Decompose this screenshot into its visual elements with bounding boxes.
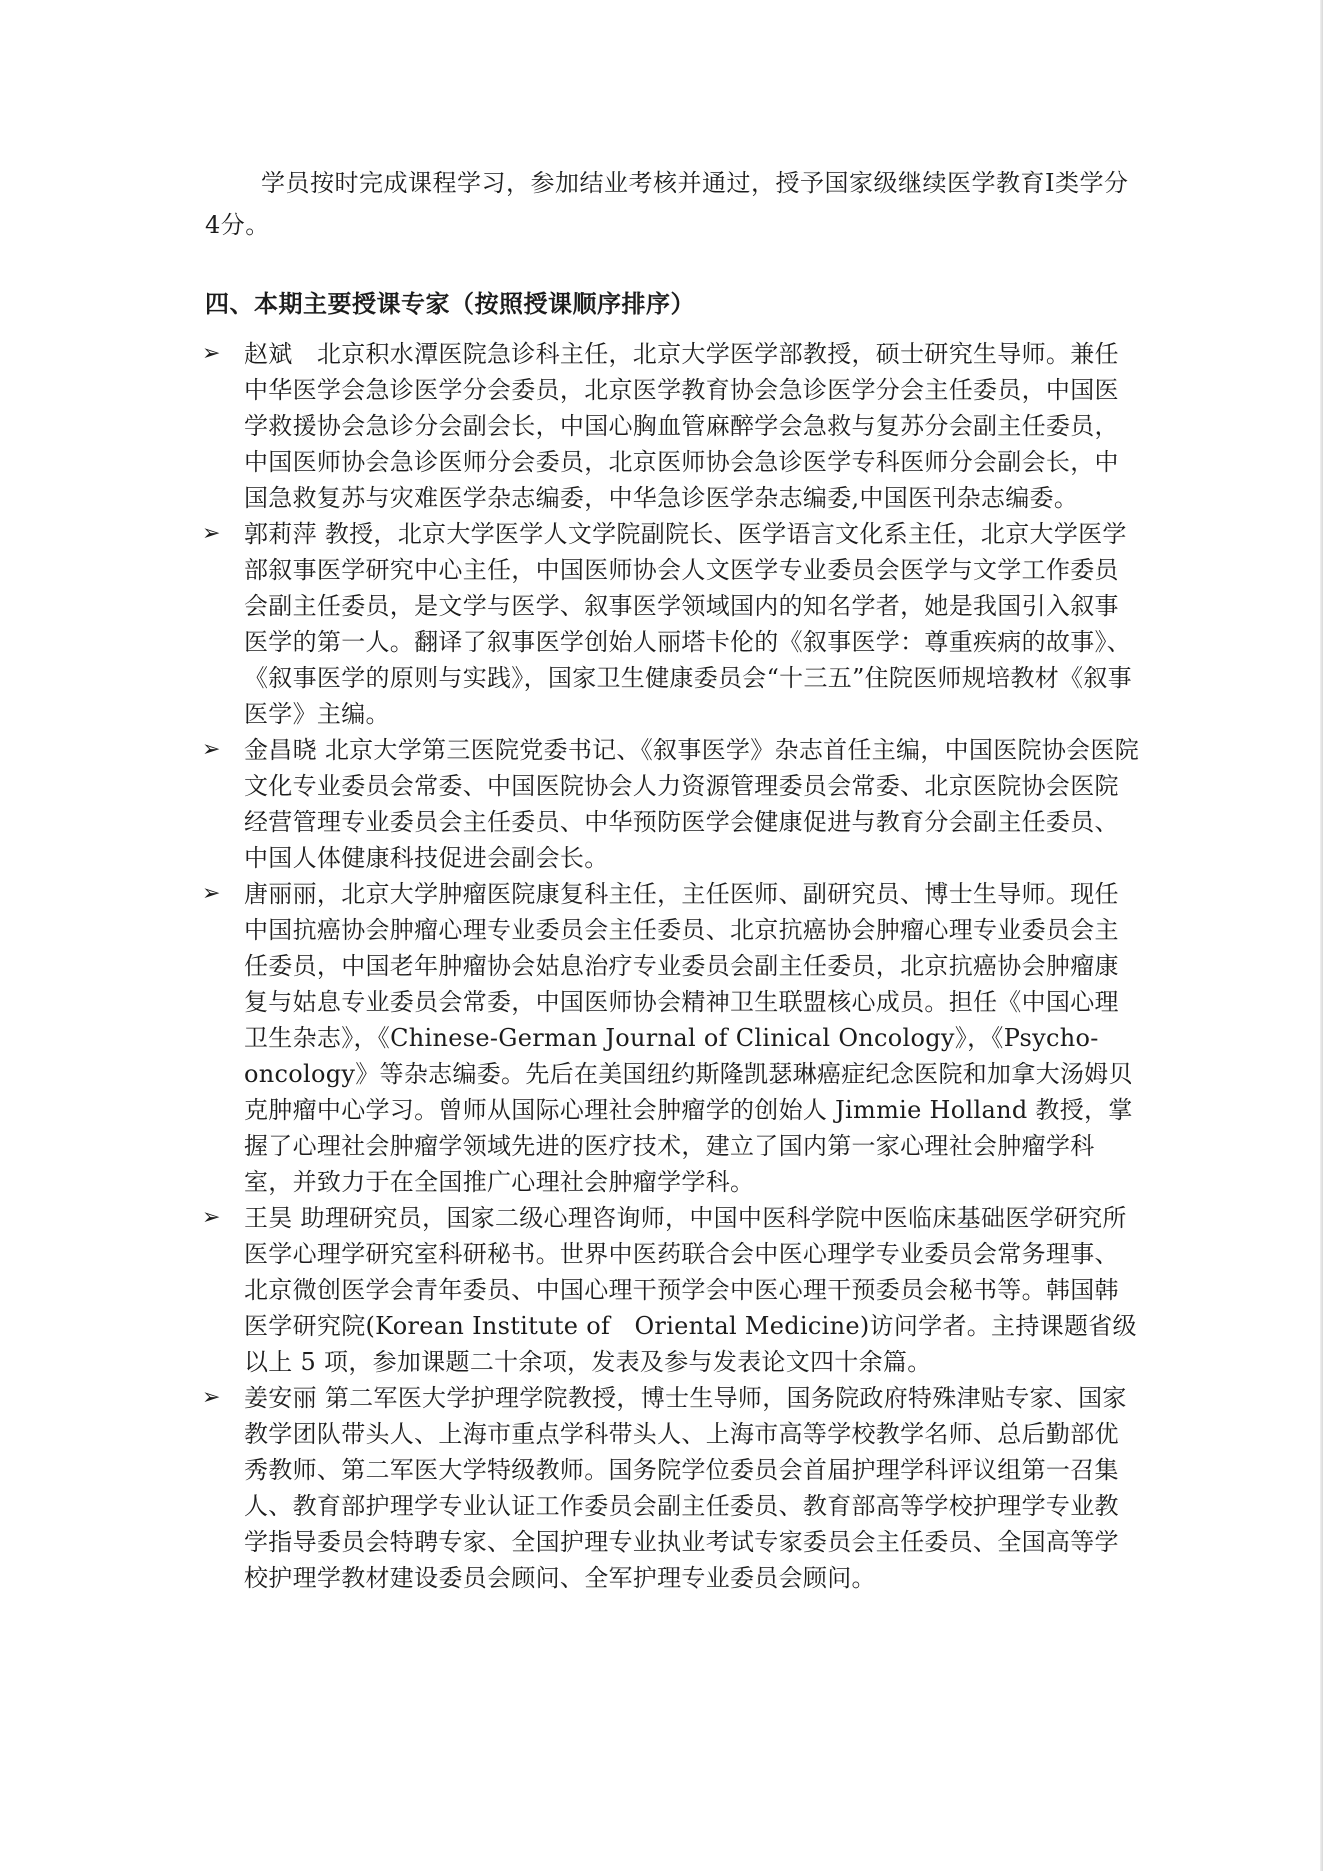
arrow-bullet-icon: ➢: [202, 881, 221, 906]
arrow-bullet-icon: ➢: [202, 737, 221, 762]
expert-item-wang-hao: [200, 1200, 1140, 1380]
expert-item-tang-lili: [200, 876, 1140, 1200]
intro-paragraph: 学员按时完成课程学习，参加结业考核并通过，授予国家级继续医学教育Ⅰ类学分4分。: [205, 169, 1129, 239]
expert-item-jin-changxiao: [200, 732, 1140, 876]
expert-bio: 姜安丽 第二军医大学护理学院教授，博士生导师，国务院政府特殊津贴专家、国家教学团队带头人、上海市重点学科带头人、上海市高等学校教学名师、总后勤部优秀教师、第二军医大学特级教师。国务院学位委员会首届护理学科评议组第一召集人、教育部护理学专业认证工作委员会副主任委员、教育部高等学校护理学专业教学指导委员会特聘专家、全国护理专业执业考试专家委员会主任委员、全国高等学校护理学教材建设委员会顾问、全军护理专业委员会顾问。: [244, 1384, 1127, 1592]
expert-bio: 金昌晓 北京大学第三医院党委书记、《叙事医学》杂志首任主编，中国医院协会医院文化专业委员会常委、中国医院协会人力资源管理委员会常委、北京医院协会医院经营管理专业委员会主任委员、中华预防医学会健康促进与教育分会副主任委员、中国人体健康科技促进会副会长。: [244, 736, 1140, 872]
expert-item-guo-liping: [200, 516, 1140, 732]
arrow-bullet-icon: ➢: [202, 1205, 221, 1230]
expert-bio: 王昊 助理研究员，国家二级心理咨询师，中国中医科学院中医临床基础医学研究所医学心理学研究室科研秘书。世界中医药联合会中医心理学专业委员会常务理事、北京微创医学会青年委员、中国心理干预学会中医心理干预委员会秘书等。韩国韩医学研究院(Korean Institute of Oriental Medicine)访问学者。主持课题省级以上 5 项，参加课题二十余项，发表及参与发表论文四十余篇。: [244, 1204, 1137, 1376]
expert-list: [200, 336, 1140, 1596]
expert-bio: 唐丽丽，北京大学肿瘤医院康复科主任，主任医师、副研究员、博士生导师。现任中国抗癌协会肿瘤心理专业委员会主任委员、北京抗癌协会肿瘤心理专业委员会主任委员，中国老年肿瘤协会姑息治疗专业委员会副主任委员，北京抗癌协会肿瘤康复与姑息专业委员会常委，中国医师协会精神卫生联盟核心成员。担任《中国心理卫生杂志》，《Chinese-German Journal of Clinical Oncology》，《Psycho-oncology》等杂志编委。先后在美国纽约斯隆凯瑟琳癌症纪念医院和加拿大汤姆贝克肿瘤中心学习。曾师从国际心理社会肿瘤学的创始人 Jimmie Holland 教授，掌握了心理社会肿瘤学领域先进的医疗技术，建立了国内第一家心理社会肿瘤学科室，并致力于在全国推广心理社会肿瘤学学科。: [244, 880, 1133, 1196]
arrow-bullet-icon: ➢: [202, 521, 221, 546]
arrow-bullet-icon: ➢: [202, 1385, 221, 1410]
arrow-bullet-icon: ➢: [202, 341, 221, 366]
expert-item-jiang-anli: [200, 1380, 1140, 1596]
section-heading: 四、本期主要授课专家（按照授课顺序排序）: [205, 290, 695, 318]
expert-bio: 赵斌 北京积水潭医院急诊科主任，北京大学医学部教授，硕士研究生导师。兼任中华医学会急诊医学分会委员，北京医学教育协会急诊医学分会主任委员，中国医学救援协会急诊分会副会长，中国心胸血管麻醉学会急救与复苏分会副主任委员，中国医师协会急诊医师分会委员，北京医师协会急诊医学专科医师分会副会长，中国急救复苏与灾难医学杂志编委，中华急诊医学杂志编委,中国医刊杂志编委。: [244, 340, 1119, 512]
expert-bio: 郭莉萍 教授，北京大学医学人文学院副院长、医学语言文化系主任，北京大学医学部叙事医学研究中心主任，中国医师协会人文医学专业委员会医学与文学工作委员会副主任委员，是文学与医学、叙事医学领域国内的知名学者，她是我国引入叙事医学的第一人。翻译了叙事医学创始人丽塔卡伦的《叙事医学：尊重疾病的故事》、《叙事医学的原则与实践》，国家卫生健康委员会“十三五”住院医师规培教材《叙事医学》主编。: [244, 520, 1132, 728]
expert-item-zhao-bin: [200, 336, 1140, 516]
